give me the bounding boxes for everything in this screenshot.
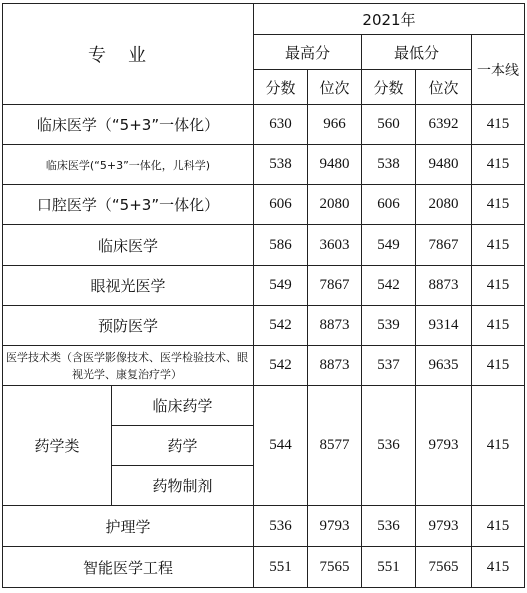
max-score-header: 最高分 [254,35,362,70]
table-row [3,225,525,266]
min-score-cell: 536 [362,506,416,547]
min-score-cell: 606 [362,185,416,225]
max-score-cell: 542 [254,346,308,386]
major-name: 临床医学 [3,225,254,266]
min-score-header: 最低分 [362,35,472,70]
min-score-cell: 542 [362,266,416,306]
max-score-cell: 606 [254,185,308,225]
min-score-cell: 536 [362,386,416,506]
max-score-cell: 630 [254,105,308,145]
first-tier-line-cell: 415 [472,506,525,547]
admission-score-table [2,3,525,588]
min-rank-cell: 8873 [416,266,472,306]
table-row [3,547,525,588]
table-row [3,306,525,346]
first-tier-line-cell: 415 [472,266,525,306]
min-score-cell: 538 [362,145,416,185]
min-rank-subheader: 位次 [416,70,472,105]
min-score-cell: 549 [362,225,416,266]
first-tier-line-cell: 415 [472,105,525,145]
max-rank-cell: 2080 [308,185,362,225]
major-name: 临床医学（“5+3”一体化） [3,105,254,145]
sub-major-name: 临床药学 [112,386,254,426]
min-rank-cell: 9314 [416,306,472,346]
max-rank-subheader: 位次 [308,70,362,105]
max-score-cell: 536 [254,506,308,547]
min-rank-cell: 6392 [416,105,472,145]
first-tier-line-cell: 415 [472,225,525,266]
major-name: 预防医学 [3,306,254,346]
max-rank-cell: 9793 [308,506,362,547]
first-tier-line-cell: 415 [472,386,525,506]
max-rank-cell: 966 [308,105,362,145]
max-rank-cell: 9480 [308,145,362,185]
max-score-subheader: 分数 [254,70,308,105]
min-rank-cell: 2080 [416,185,472,225]
max-score-cell: 551 [254,547,308,588]
max-score-cell: 544 [254,386,308,506]
first-tier-line-cell: 415 [472,306,525,346]
table-row [3,105,525,145]
max-score-cell: 538 [254,145,308,185]
min-rank-cell: 7867 [416,225,472,266]
first-tier-line-header: 一本线 [472,35,525,105]
min-score-cell: 537 [362,346,416,386]
major-name: 口腔医学（“5+3”一体化） [3,185,254,225]
first-tier-line-cell: 415 [472,145,525,185]
major-name: 护理学 [3,506,254,547]
sub-major-name: 药学 [112,426,254,466]
major-header: 专业 [3,4,254,105]
year-header: 2021年 [254,4,525,35]
min-score-cell: 551 [362,547,416,588]
sub-major-name: 药物制剂 [112,466,254,506]
min-rank-cell: 9480 [416,145,472,185]
major-name: 眼视光医学 [3,266,254,306]
max-score-cell: 549 [254,266,308,306]
table-row [3,386,525,426]
first-tier-line-cell: 415 [472,547,525,588]
max-score-cell: 542 [254,306,308,346]
min-rank-cell: 9635 [416,346,472,386]
min-score-cell: 560 [362,105,416,145]
max-rank-cell: 8873 [308,346,362,386]
table-row [3,145,525,185]
max-rank-cell: 3603 [308,225,362,266]
table-row [3,266,525,306]
max-score-cell: 586 [254,225,308,266]
max-rank-cell: 7565 [308,547,362,588]
major-name: 智能医学工程 [3,547,254,588]
min-score-cell: 539 [362,306,416,346]
max-rank-cell: 8873 [308,306,362,346]
major-name: 医学技术类（含医学影像技术、医学检验技术、眼视光学、康复治疗学） [3,346,254,386]
table-row [3,346,525,386]
first-tier-line-cell: 415 [472,346,525,386]
min-rank-cell: 7565 [416,547,472,588]
major-name: 临床医学(“5+3”一体化，儿科学) [3,145,254,185]
major-category-name: 药学类 [3,386,112,506]
first-tier-line-cell: 415 [472,185,525,225]
min-score-subheader: 分数 [362,70,416,105]
max-rank-cell: 7867 [308,266,362,306]
table-row [3,506,525,547]
max-rank-cell: 8577 [308,386,362,506]
min-rank-cell: 9793 [416,386,472,506]
min-rank-cell: 9793 [416,506,472,547]
table-row [3,185,525,225]
